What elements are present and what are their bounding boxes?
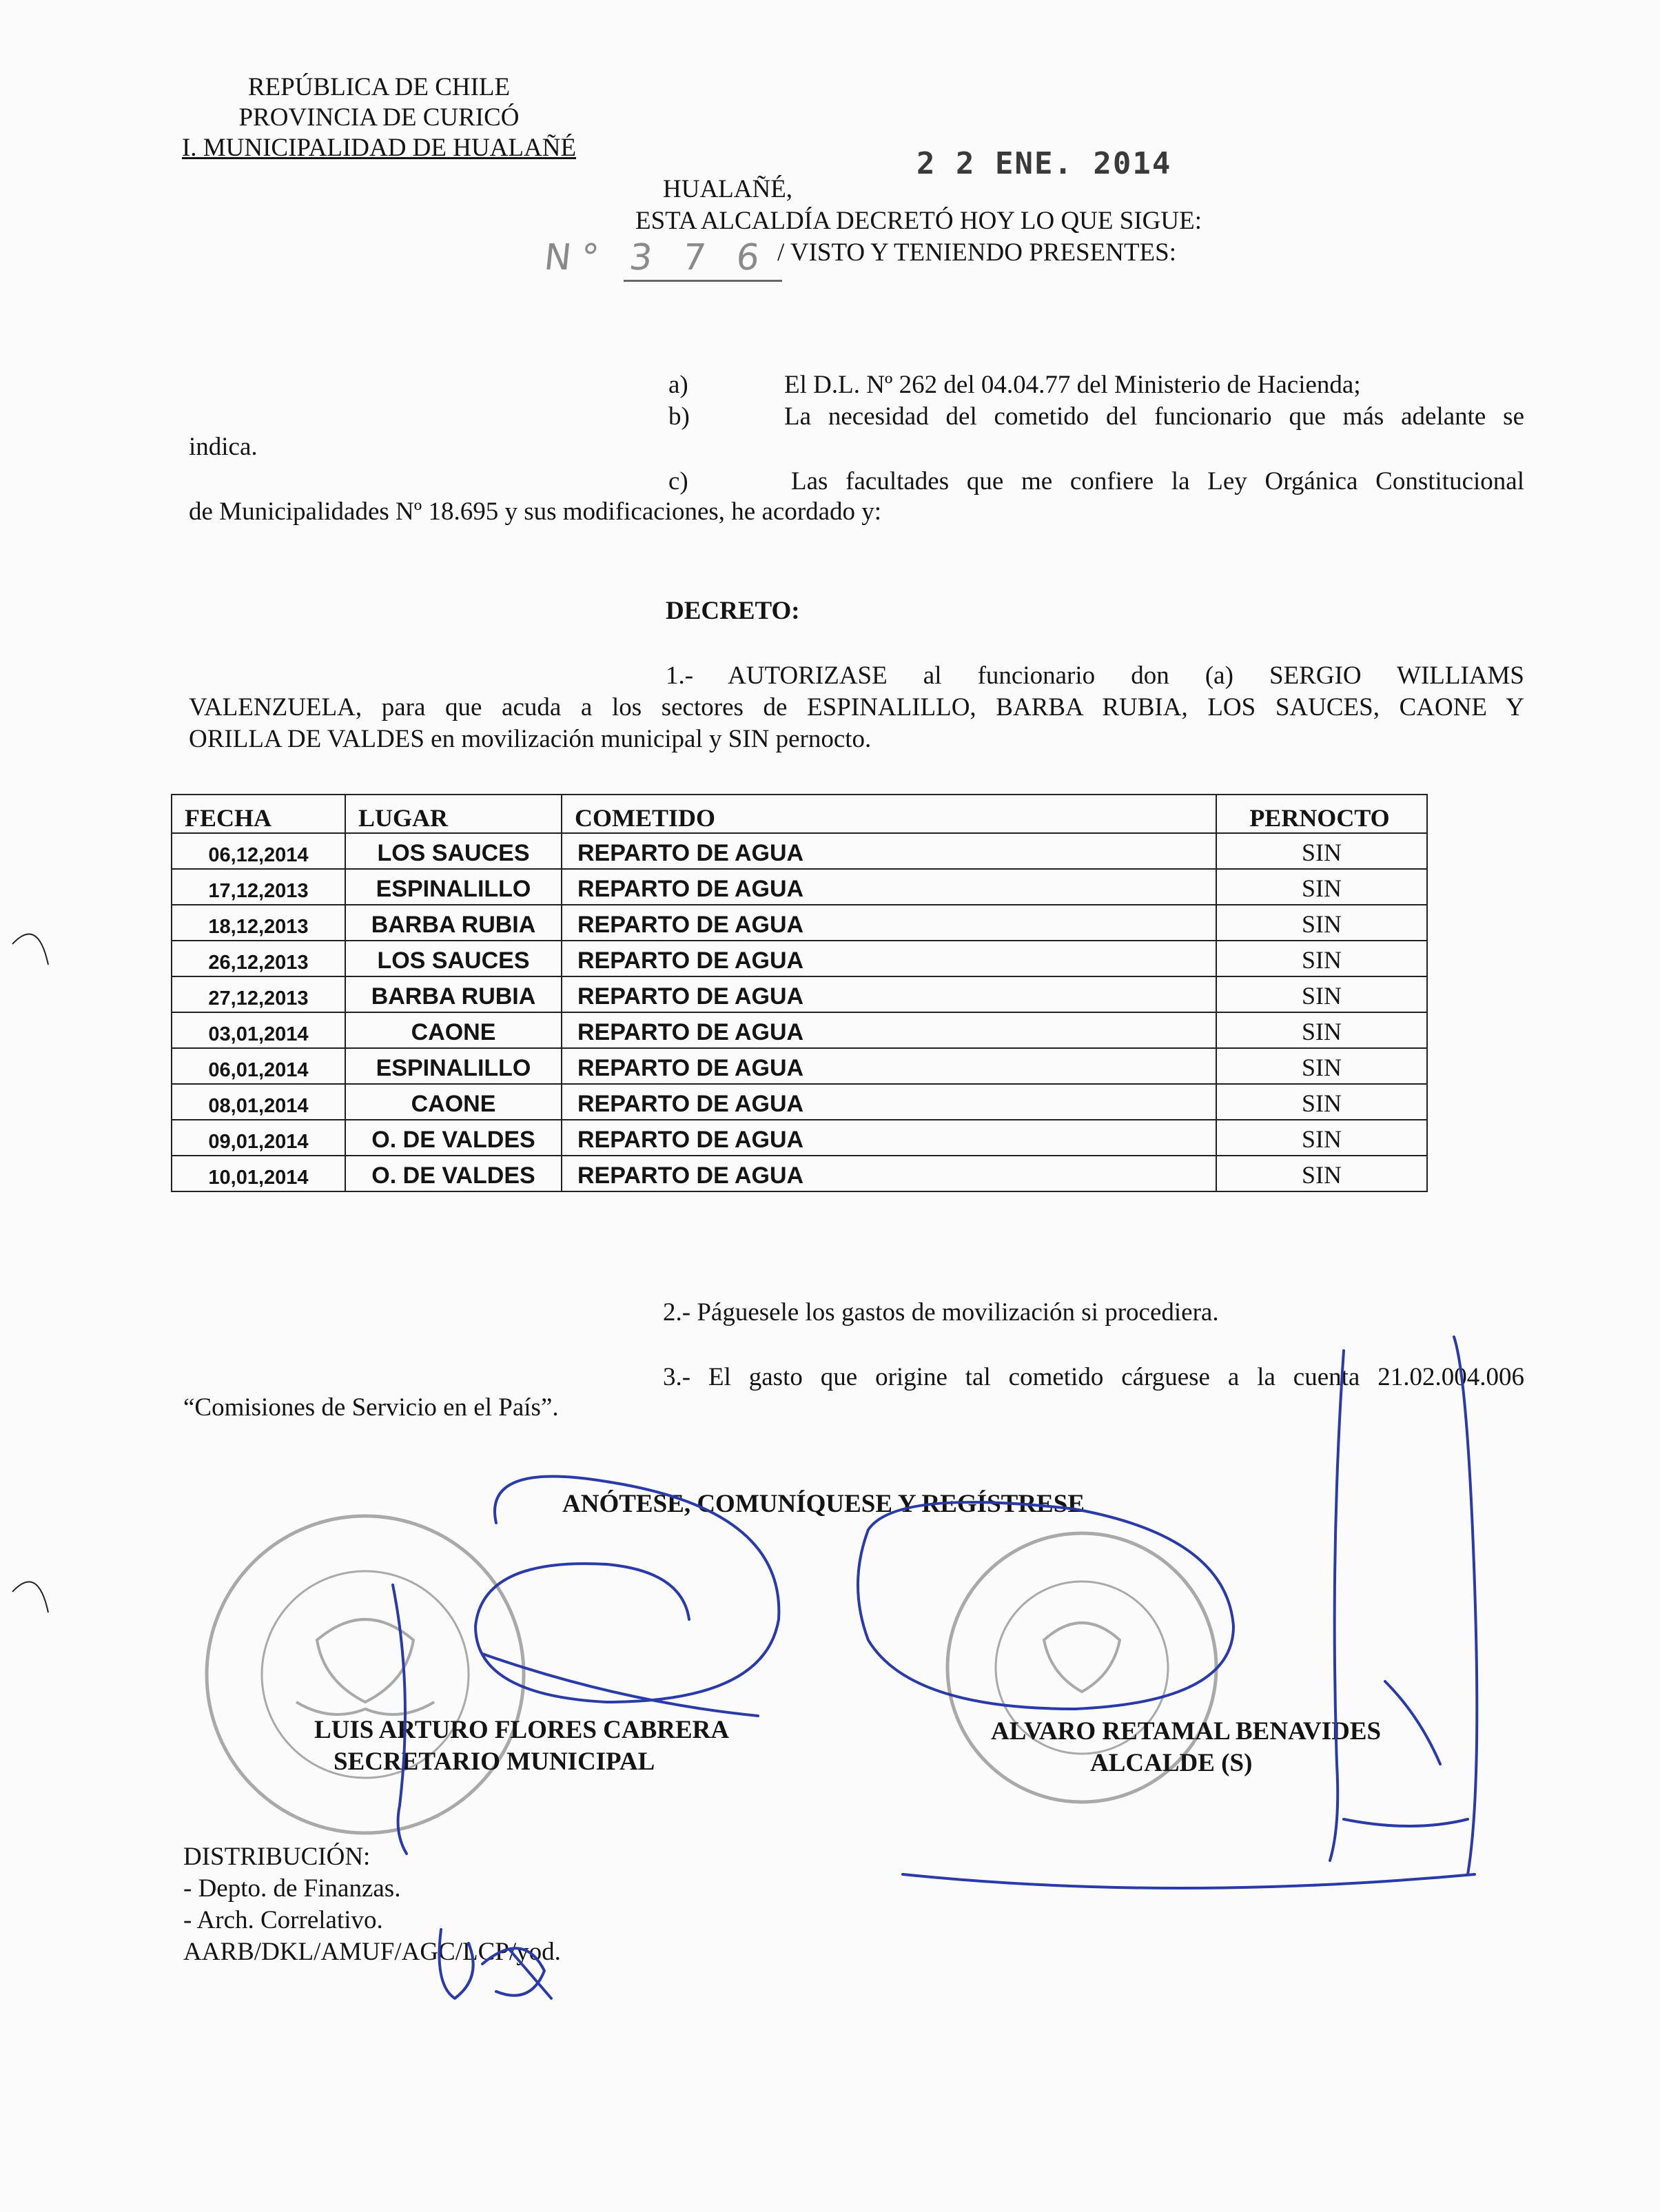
consideration-b-cont: indica. xyxy=(189,433,258,461)
cell-lugar: LOS SAUCES xyxy=(345,941,562,976)
point3-line1: 3.- El gasto que origine tal cometido cárguese a la cuenta 21.02.004.006 xyxy=(663,1363,1524,1391)
table-header-row xyxy=(172,795,1427,833)
cell-lugar: CAONE xyxy=(345,1084,562,1120)
cell-cometido: REPARTO DE AGUA xyxy=(562,941,1216,976)
decreto-title: DECRETO: xyxy=(666,597,800,625)
visto-label: / VISTO Y TENIENDO PRESENTES: xyxy=(777,238,1177,267)
cell-fecha: 06,12,2014 xyxy=(172,833,345,869)
header-municipality: I. MUNICIPALIDAD DE HUALAÑÉ xyxy=(181,134,577,162)
cell-cometido: REPARTO DE AGUA xyxy=(562,833,1216,869)
decree-number-underline xyxy=(624,280,782,282)
cell-cometido: REPARTO DE AGUA xyxy=(562,905,1216,941)
closing-formula: ANÓTESE, COMUNÍQUESE Y REGÍSTRESE xyxy=(562,1490,1085,1518)
decree-heading: ESTA ALCALDÍA DECRETÓ HOY LO QUE SIGUE: xyxy=(635,207,1202,235)
point2: 2.- Páguesele los gastos de movilización si procediera. xyxy=(663,1298,1219,1327)
cell-cometido: REPARTO DE AGUA xyxy=(562,1156,1216,1191)
cell-lugar: BARBA RUBIA xyxy=(345,976,562,1012)
consideration-c-cont: de Municipalidades Nº 18.695 y sus modificaciones, he acordado y: xyxy=(189,498,882,526)
cell-cometido: REPARTO DE AGUA xyxy=(562,869,1216,905)
point1-line3: ORILLA DE VALDES en movilización municipal y SIN pernocto. xyxy=(189,725,872,753)
distribution-title: DISTRIBUCIÓN: xyxy=(183,1843,371,1871)
cell-lugar: O. DE VALDES xyxy=(345,1156,562,1191)
consideration-b-text: La necesidad del cometido del funcionario que más adelante se xyxy=(784,402,1524,431)
cell-pernocto: SIN xyxy=(1216,1048,1427,1084)
cell-fecha: 27,12,2013 xyxy=(172,976,345,1012)
col-header-fecha: FECHA xyxy=(172,795,345,833)
distribution-initials: AARB/DKL/AMUF/AGC/LCP/yod. xyxy=(183,1938,561,1966)
cell-fecha: 18,12,2013 xyxy=(172,905,345,941)
date-stamp: 2 2 ENE. 2014 xyxy=(916,146,1172,181)
cell-pernocto: SIN xyxy=(1216,869,1427,905)
col-header-cometido: COMETIDO xyxy=(562,795,1216,833)
table-row xyxy=(172,833,1427,869)
cell-cometido: REPARTO DE AGUA xyxy=(562,976,1216,1012)
table-row xyxy=(172,1048,1427,1084)
right-signature-flick xyxy=(1385,1681,1440,1764)
left-signatory-title: SECRETARIO MUNICIPAL xyxy=(334,1748,655,1776)
table-row xyxy=(172,905,1427,941)
cell-pernocto: SIN xyxy=(1216,941,1427,976)
col-header-lugar: LUGAR xyxy=(345,795,562,833)
cell-lugar: ESPINALILLO xyxy=(345,869,562,905)
right-signatory-name: ALVARO RETAMAL BENAVIDES xyxy=(991,1717,1382,1745)
point1-line1: 1.- AUTORIZASE al funcionario don (a) SERGIO WILLIAMS xyxy=(666,662,1524,690)
cell-lugar: LOS SAUCES xyxy=(345,833,562,869)
decree-number-stamp: N° 3 7 6 xyxy=(542,237,771,278)
cell-cometido: REPARTO DE AGUA xyxy=(562,1012,1216,1048)
table-row xyxy=(172,1156,1427,1191)
right-signatory-title: ALCALDE (S) xyxy=(1090,1749,1253,1777)
right-signature-vertical-2 xyxy=(1454,1337,1477,1874)
consideration-a-text: El D.L. Nº 262 del 04.04.77 del Ministerio de Hacienda; xyxy=(784,371,1361,399)
right-signature-base xyxy=(903,1874,1475,1888)
cell-fecha: 10,01,2014 xyxy=(172,1156,345,1191)
cell-cometido: REPARTO DE AGUA xyxy=(562,1120,1216,1156)
right-signature-crossbar xyxy=(1344,1819,1468,1826)
cell-pernocto: SIN xyxy=(1216,1120,1427,1156)
commission-table xyxy=(171,794,1428,1192)
cell-lugar: BARBA RUBIA xyxy=(345,905,562,941)
page-edge-mark-1 xyxy=(12,934,48,965)
cell-pernocto: SIN xyxy=(1216,833,1427,869)
cell-pernocto: SIN xyxy=(1216,976,1427,1012)
page-edge-mark-2 xyxy=(12,1581,48,1612)
distribution-item-finanzas: - Depto. de Finanzas. xyxy=(183,1874,401,1903)
consideration-c-label: c) xyxy=(668,467,688,495)
place: HUALAÑÉ, xyxy=(663,175,793,203)
cell-pernocto: SIN xyxy=(1216,1156,1427,1191)
point3-line2: “Comisiones de Servicio en el País”. xyxy=(183,1393,559,1422)
cell-cometido: REPARTO DE AGUA xyxy=(562,1084,1216,1120)
cell-fecha: 08,01,2014 xyxy=(172,1084,345,1120)
cell-fecha: 03,01,2014 xyxy=(172,1012,345,1048)
cell-pernocto: SIN xyxy=(1216,905,1427,941)
table-row xyxy=(172,941,1427,976)
cell-pernocto: SIN xyxy=(1216,1012,1427,1048)
cell-cometido: REPARTO DE AGUA xyxy=(562,1048,1216,1084)
cell-fecha: 26,12,2013 xyxy=(172,941,345,976)
header-province: PROVINCIA DE CURICÓ xyxy=(238,103,520,132)
table-row xyxy=(172,1084,1427,1120)
table-row xyxy=(172,976,1427,1012)
cell-lugar: CAONE xyxy=(345,1012,562,1048)
distribution-item-archivo: - Arch. Correlativo. xyxy=(183,1906,383,1934)
cell-lugar: ESPINALILLO xyxy=(345,1048,562,1084)
table-row xyxy=(172,1120,1427,1156)
point1-line2: VALENZUELA, para que acuda a los sectores de ESPINALILLO, BARBA RUBIA, LOS SAUCES, CAONE Y xyxy=(189,693,1524,721)
table-row xyxy=(172,1012,1427,1048)
cell-fecha: 09,01,2014 xyxy=(172,1120,345,1156)
cell-lugar: O. DE VALDES xyxy=(345,1120,562,1156)
col-header-pernocto: PERNOCTO xyxy=(1216,795,1427,833)
seal-left xyxy=(207,1516,524,1833)
consideration-b-label: b) xyxy=(668,402,690,431)
left-signatory-name: LUIS ARTURO FLORES CABRERA xyxy=(314,1716,730,1744)
right-signature-loop xyxy=(858,1502,1233,1709)
cell-fecha: 06,01,2014 xyxy=(172,1048,345,1084)
left-signature-tail xyxy=(482,1654,758,1716)
consideration-a-label: a) xyxy=(668,371,688,399)
table-row xyxy=(172,869,1427,905)
cell-fecha: 17,12,2013 xyxy=(172,869,345,905)
consideration-c-text: Las facultades que me confiere la Ley Orgánica Constitucional xyxy=(791,467,1524,495)
header-republic: REPÚBLICA DE CHILE xyxy=(247,73,511,101)
right-signature-vertical-1 xyxy=(1330,1351,1344,1861)
cell-pernocto: SIN xyxy=(1216,1084,1427,1120)
